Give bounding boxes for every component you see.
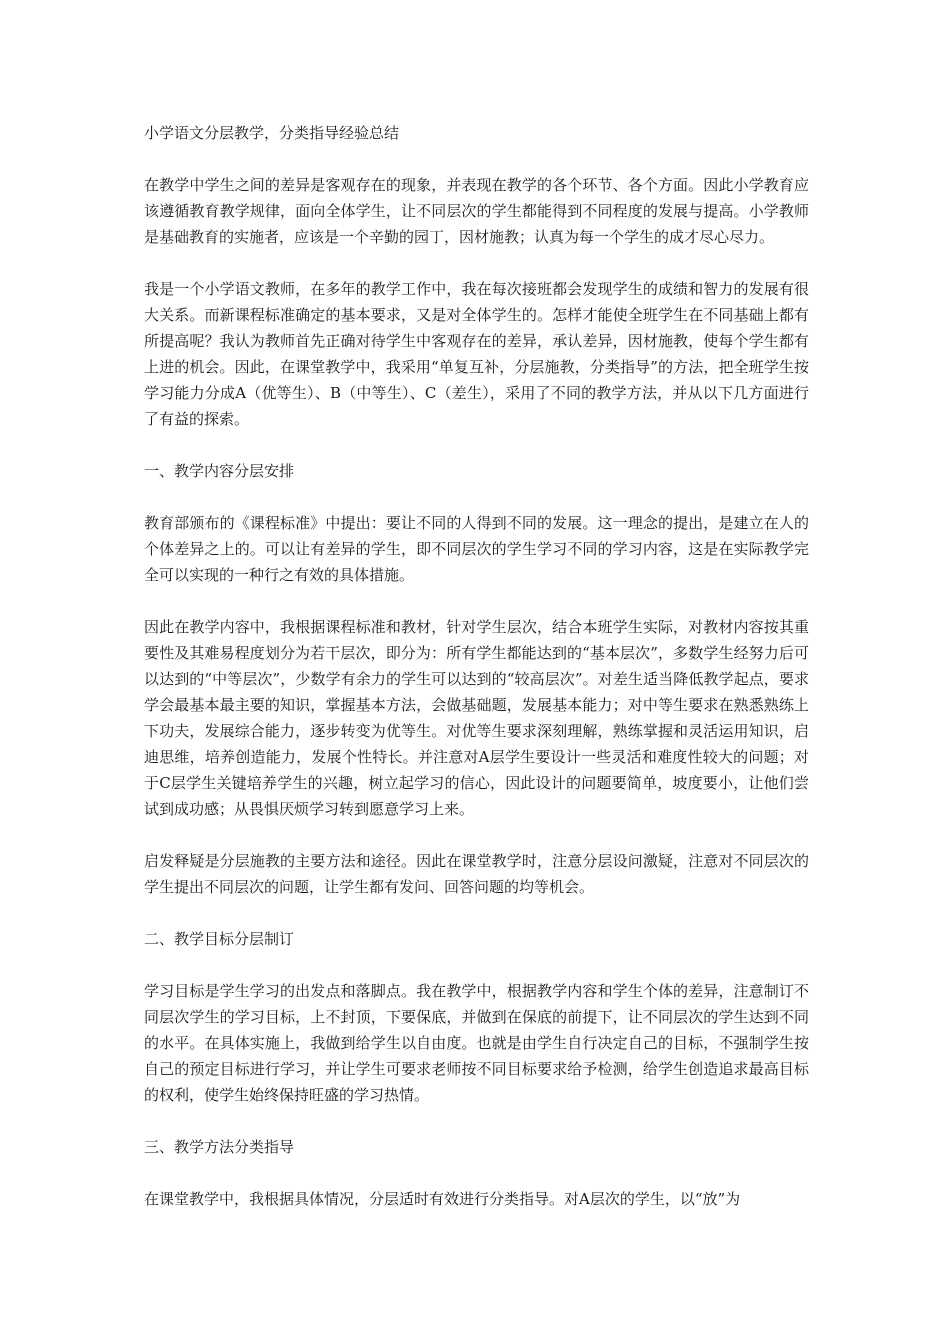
section-2-paragraph-1: 学习目标是学生学习的出发点和落脚点。我在教学中，根据教学内容和学生个体的差异，注意制订不同层次学生的学习目标，上不封顶，下要保底，并做到在保底的前提下，让不同层次的学生达到不同的水平。在具体实施上，我做到给学生以自由度。也就是由学生自行决定自己的目标，不强制学生按自己的预定目标进行学习，并让学生可要求老师按不同目标要求给予检测，给学生创造追求最高目标的权利，使学生始终保持旺盛的学习热情。 (144, 982, 809, 1104)
section-2-heading: 二、教学目标分层制订 (144, 930, 295, 948)
section-1-paragraph-3: 启发释疑是分层施教的主要方法和途径。因此在课堂教学时，注意分层设问激疑，注意对不同层次的学生提出不同层次的问题，让学生都有发问、回答问题的均等机会。 (144, 852, 809, 896)
section-3-heading: 三、教学方法分类指导 (144, 1138, 295, 1156)
document-body (144, 120, 809, 1238)
section-1-heading: 一、教学内容分层安排 (144, 462, 295, 480)
section-1-paragraph-2: 因此在教学内容中，我根据课程标准和教材，针对学生层次，结合本班学生实际，对教材内容按其重要性及其难易程度划分为若干层次，即分为：所有学生都能达到的“基本层次”，多数学生经努力后可以达到的“中等层次”，少数学有余力的学生可以达到的“较高层次”。对差生适当降低教学起点，要求学会最基本最主要的知识，掌握基本方法，会做基础题，发展基本能力；对中等生要求在熟悉熟练上下功夫，发展综合能力，逐步转变为优等生。对优等生要求深刻理解，熟练掌握和灵活运用知识，启迪思维，培养创造能力，发展个性特长。并注意对A层学生要设计一些灵活和难度性较大的问题；对于C层学生关键培养学生的兴趣，树立起学习的信心，因此设计的问题要简单，坡度要小，让他们尝试到成功感；从畏惧厌烦学习转到愿意学习上来。 (144, 618, 809, 818)
section-1-paragraph-1: 教育部颁布的《课程标准》中提出：要让不同的人得到不同的发展。这一理念的提出，是建立在人的个体差异之上的。可以让有差异的学生，即不同层次的学生学习不同的学习内容，这是在实际教学完全可以实现的一种行之有效的具体措施。 (144, 514, 809, 584)
document-title: 小学语文分层教学，分类指导经验总结 (144, 124, 400, 142)
intro-paragraph-1: 在教学中学生之间的差异是客观存在的现象，并表现在教学的各个环节、各个方面。因此小学教育应该遵循教育教学规律，面向全体学生，让不同层次的学生都能得到不同程度的发展与提高。小学教师是基础教育的实施者，应该是一个辛勤的园丁，因材施教；认真为每一个学生的成才尽心尽力。 (144, 176, 809, 246)
section-3-paragraph-1: 在课堂教学中，我根据具体情况，分层适时有效进行分类指导。对A层次的学生，以“放”为 (144, 1190, 741, 1208)
intro-paragraph-2: 我是一个小学语文教师，在多年的教学工作中，我在每次接班都会发现学生的成绩和智力的发展有很大关系。而新课程标准确定的基本要求，又是对全体学生的。怎样才能使全班学生在不同基础上都有所提高呢？我认为教师首先正确对待学生中客观存在的差异，承认差异，因材施教，使每个学生都有上进的机会。因此，在课堂教学中，我采用“单复互补，分层施教，分类指导”的方法，把全班学生按学习能力分成A（优等生）、B（中等生）、C（差生），采用了不同的教学方法，并从以下几方面进行了有益的探索。 (144, 280, 809, 428)
